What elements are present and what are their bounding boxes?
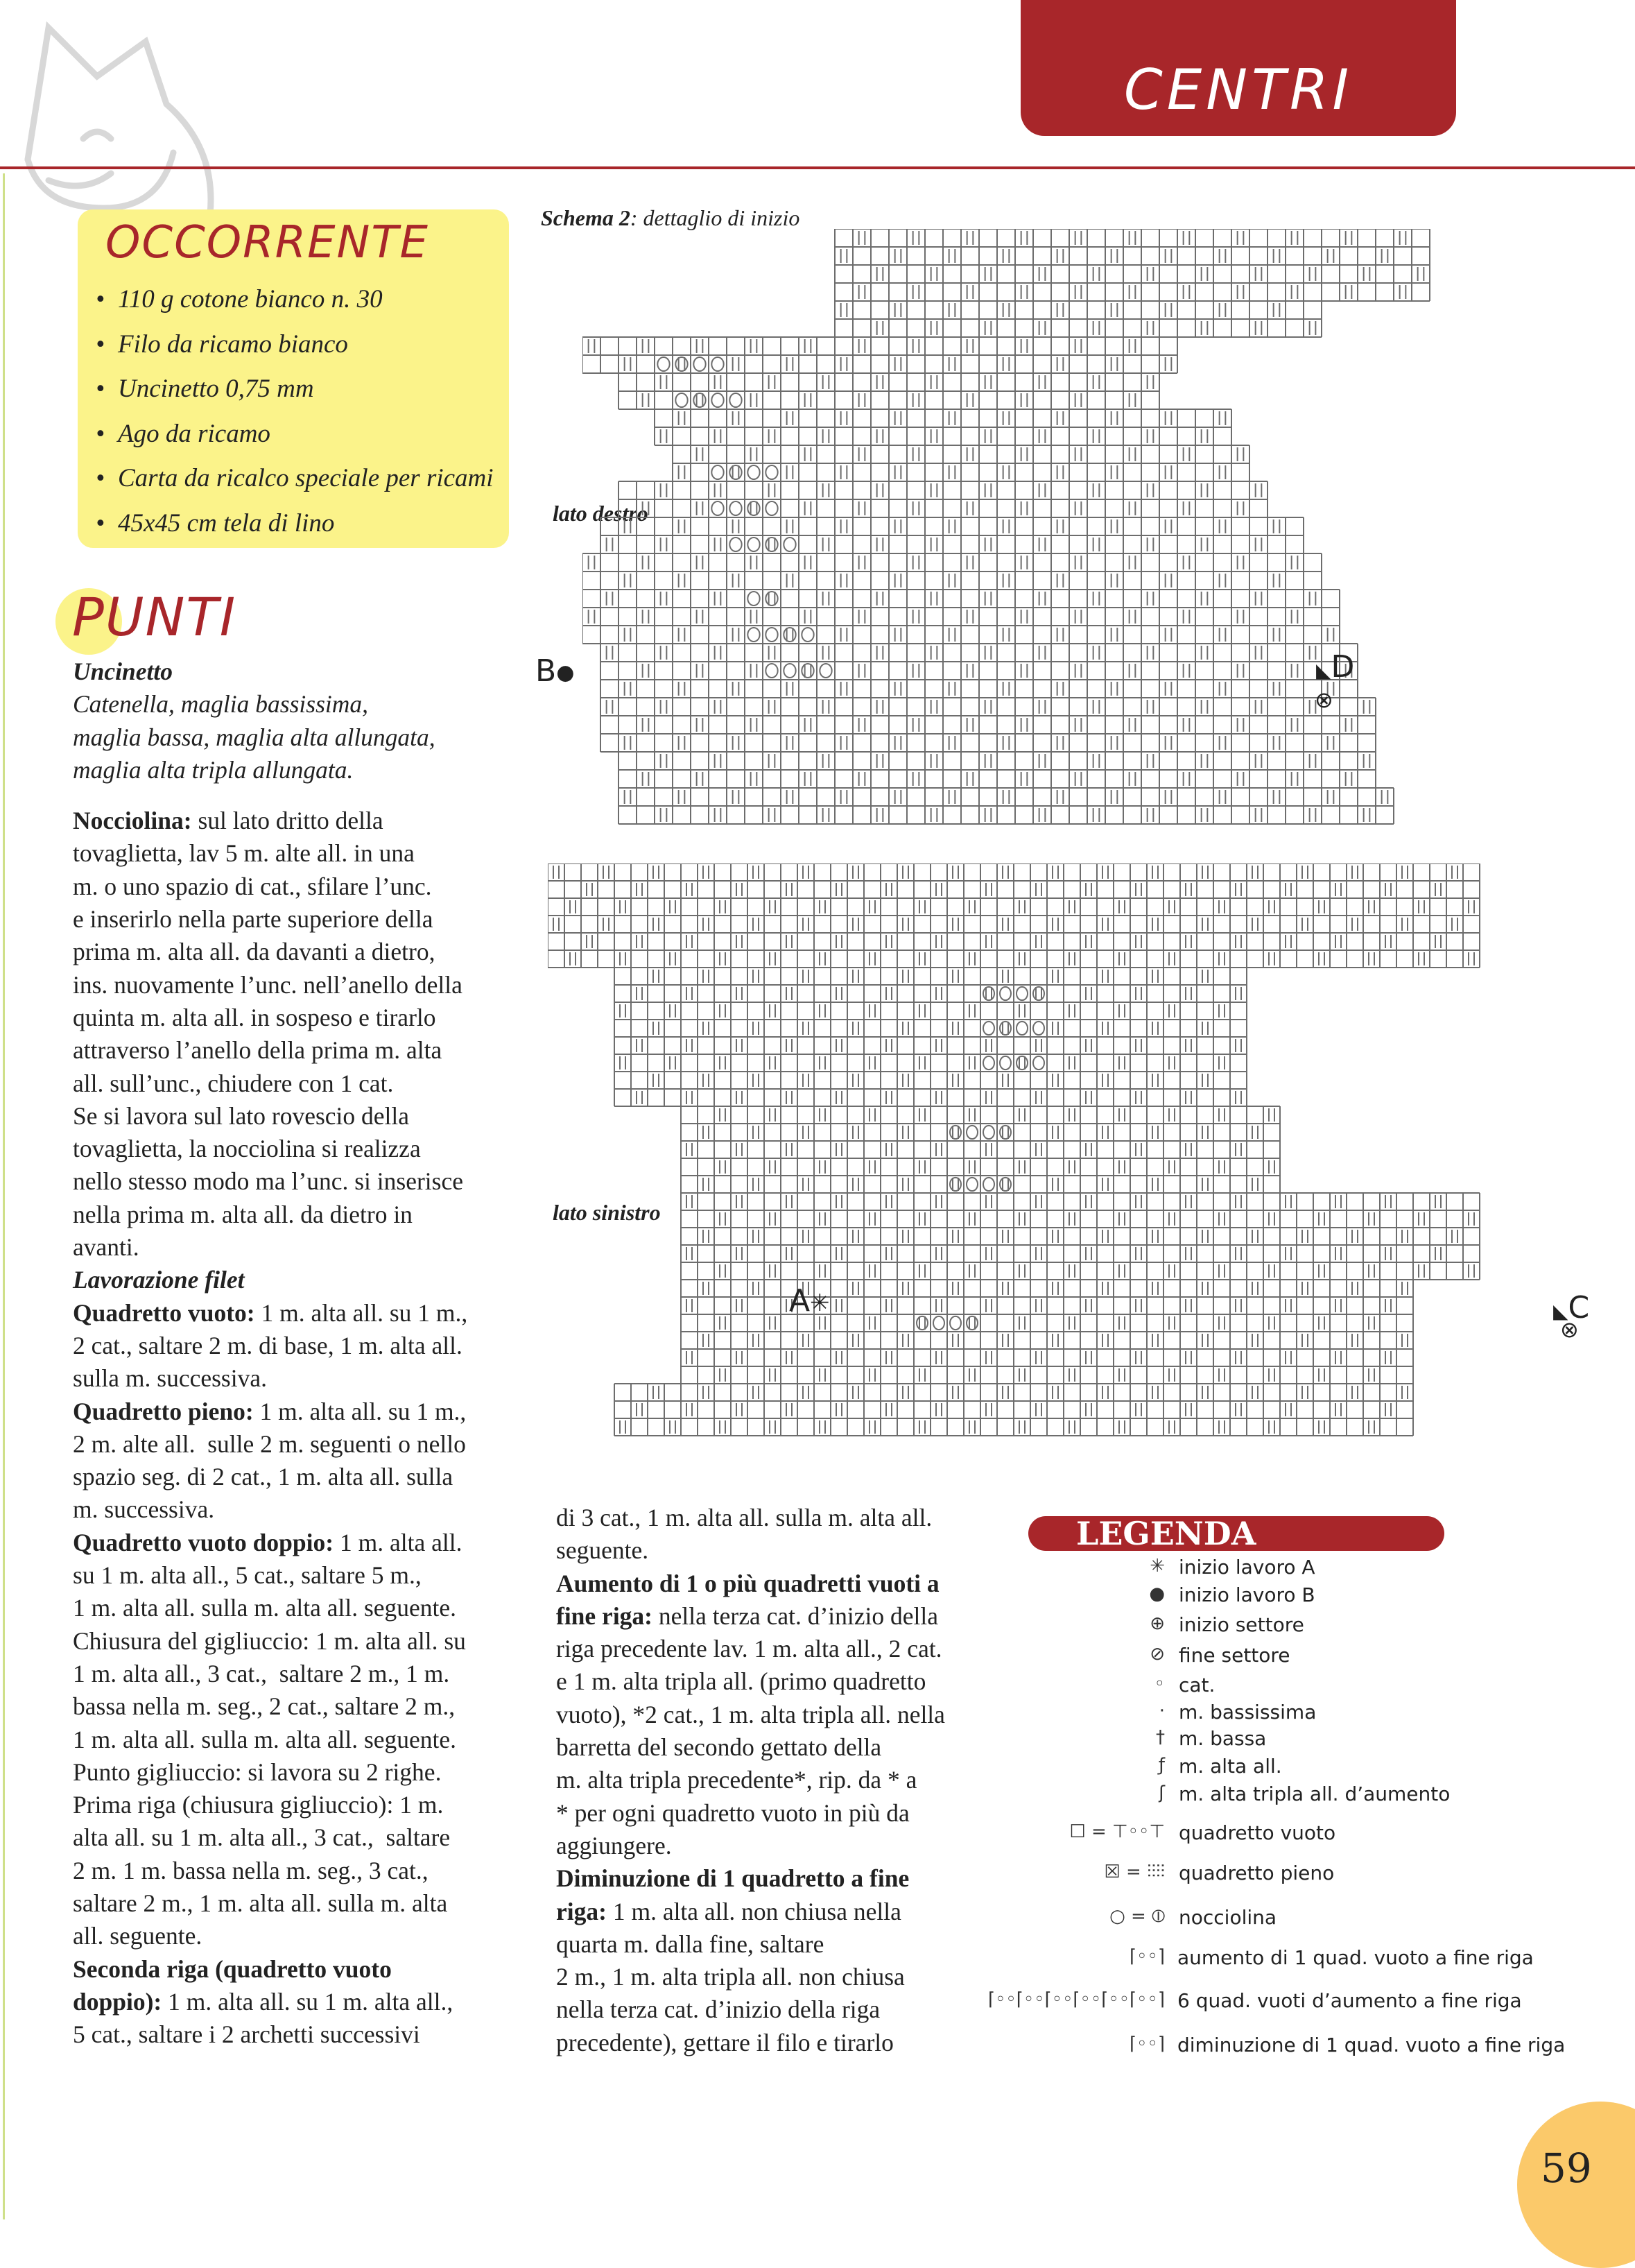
instruction-line (556, 1797, 1007, 1830)
instruction-term: Quadretto pieno: (73, 1397, 254, 1425)
instruction-text: all. seguente. (73, 1922, 202, 1950)
left-margin-rule (3, 173, 5, 2219)
instruction-term: Quadretto vuoto doppio: (73, 1528, 334, 1556)
legend-label: inizio lavoro A (1179, 1556, 1315, 1579)
legend-label: m. bassissima (1179, 1701, 1317, 1724)
instruction-line (556, 1928, 1007, 1961)
stitches-title: PUNTI (72, 586, 237, 648)
instruction-line (73, 1067, 517, 1100)
instruction-line (556, 1862, 1007, 1895)
instruction-text: 1 m. alta all. su 1 m. alta all., (162, 1987, 453, 2016)
instruction-line (556, 1731, 1007, 1764)
instruction-text: avanti. (73, 1233, 139, 1262)
page-number: 59 (1541, 2145, 1592, 2192)
instruction-term: Quadretto vuoto: (73, 1298, 255, 1327)
instruction-line (556, 1665, 1007, 1698)
instruction-text: nella terza cat. d’inizio della riga (556, 1995, 881, 2024)
instruction-text: ins. nuovamente l’unc. nell’anello della (73, 970, 462, 999)
instruction-line (556, 1502, 1007, 1534)
legend-label: diminuzione di 1 quad. vuoto a fine riga (1177, 2034, 1566, 2056)
instruction-line (556, 1993, 1007, 2026)
instructions-column-2 (556, 1502, 1007, 2059)
stitches-line: maglia alta tripla allungata. (73, 755, 354, 784)
legend-symbol-icon: ☐ = ⊤◦◦⊤ (1069, 1821, 1165, 1842)
instruction-text: tovaglietta, lav 5 m. alte all. in una (73, 839, 415, 868)
point-d-letter: D (1331, 649, 1355, 685)
instruction-text: sulla m. successiva. (73, 1364, 267, 1393)
legend-symbol-icon: ● (1149, 1583, 1165, 1604)
instruction-line (73, 936, 517, 968)
materials-item: • Carta da ricalco speciale per ricami (118, 456, 494, 501)
end-sector-icon: ⊗ (1315, 687, 1333, 713)
instruction-line (73, 1855, 517, 1887)
instruction-text: 1 m. alta all. (334, 1528, 462, 1556)
instruction-text: aggiungere. (556, 1831, 672, 1859)
instruction-text: sul lato dritto della (191, 807, 383, 835)
instruction-text: m. successiva. (73, 1495, 215, 1524)
instruction-line (73, 903, 517, 936)
arrow-icon: ◣ (1553, 1300, 1568, 1323)
instruction-text: precedente), gettare il filo e tirarlo (556, 2028, 894, 2056)
instruction-line (73, 1887, 517, 1920)
instruction-line (73, 1821, 517, 1854)
instruction-line (73, 1493, 517, 1526)
arrow-icon: ◣ (1316, 659, 1331, 682)
instruction-line (73, 1953, 517, 1986)
instruction-term: riga: (556, 1897, 607, 1925)
instruction-line (556, 1699, 1007, 1731)
schema-caption (541, 205, 799, 231)
crochet-chart-left (548, 864, 1546, 1474)
instruction-text: 1 m. alta all. su 1 m., (254, 1298, 468, 1327)
instructions-text-1 (73, 805, 517, 2051)
instruction-text: Punto gigliuccio: si lavora su 2 righe. (73, 1758, 442, 1786)
label-right-side: lato destro (553, 501, 648, 526)
instruction-text: tovaglietta, la nocciolina si realizza (73, 1135, 421, 1163)
instruction-text: 5 cat., saltare i 2 archetti successivi (73, 2020, 420, 2049)
legend-label: m. bassa (1179, 1727, 1267, 1750)
instruction-text: quinta m. alta all. in sospeso e tirarlo (73, 1003, 436, 1031)
legend-symbol-icon: ⌈◦◦⌈◦◦⌈◦◦⌈◦◦⌈◦◦⌈◦◦⌉ (987, 1989, 1165, 2010)
materials-item: • Uncinetto 0,75 mm (118, 367, 494, 412)
instruction-line (73, 1986, 517, 2018)
legend-symbol-icon: ƒ (1158, 1755, 1165, 1776)
instruction-line (73, 1330, 517, 1362)
point-a-label (789, 1283, 830, 1318)
instruction-text: 2 m. alte all. sulle 2 m. seguenti o nello (73, 1429, 466, 1458)
stitches-line: maglia bassa, maglia alta allungata, (73, 723, 435, 751)
legend-label: nocciolina (1179, 1906, 1277, 1929)
instruction-text: 2 m. 1 m. bassa nella m. seg., 3 cat., (73, 1856, 429, 1884)
instruction-line (73, 837, 517, 870)
materials-item: • 110 g cotone bianco n. 30 (118, 277, 494, 323)
instruction-text: bassa nella m. seg., 2 cat., saltare 2 m., (73, 1692, 456, 1721)
instruction-text: seguente. (556, 1536, 649, 1565)
instruction-line (73, 1362, 517, 1395)
instruction-term: doppio): (73, 1987, 162, 2016)
instruction-line (73, 1527, 517, 1559)
materials-item: • Ago da ricamo (118, 412, 494, 457)
instruction-line (73, 1461, 517, 1493)
instruction-line (556, 1896, 1007, 1928)
legend-symbol-icon: ⌈◦◦⌉ (1130, 1946, 1165, 1967)
legend-label: quadretto vuoto (1179, 1821, 1336, 1844)
instruction-text: nella prima m. alta all. da dietro in (73, 1200, 413, 1228)
instruction-text: * per ogni quadretto vuoto in più da (556, 1798, 910, 1827)
instruction-line (556, 1600, 1007, 1633)
instruction-text: all. sull’unc., chiudere con 1 cat. (73, 1069, 394, 1097)
end-sector-icon: ⊗ (1560, 1316, 1579, 1343)
legend-label: m. alta tripla all. d’aumento (1179, 1782, 1451, 1805)
stitches-tool: Uncinetto (73, 658, 173, 685)
instruction-line (556, 1830, 1007, 1862)
point-b-letter: B (535, 653, 557, 689)
header-rule (0, 166, 1635, 169)
instruction-line (73, 969, 517, 1002)
crochet-chart-right (582, 229, 1470, 853)
start-a-icon: ✳ (810, 1289, 830, 1317)
instruction-text: riga precedente lav. 1 m. alta all., 2 cat. (556, 1635, 942, 1663)
instruction-term: Nocciolina: (73, 807, 192, 835)
instruction-text: m. o uno spazio di cat., sfilare l’unc. (73, 872, 432, 900)
instruction-text: alta all. su 1 m. alta all., 3 cat., saltare (73, 1823, 451, 1852)
instruction-text: saltare 2 m., 1 m. alta all. sulla m. alta (73, 1889, 448, 1917)
instruction-line (73, 870, 517, 903)
legend-symbol-icon: ⌈◦◦⌉ (1130, 2034, 1165, 2054)
legend-symbol-icon: ⊕ (1150, 1613, 1165, 1634)
instruction-text: barretta del secondo gettato della (556, 1733, 882, 1762)
instruction-line (73, 1133, 517, 1165)
instructions-column-1 (73, 655, 517, 2051)
instruction-line (556, 1567, 1007, 1600)
instruction-line (73, 1690, 517, 1723)
instruction-line (73, 1756, 517, 1789)
schema-caption-bold: Schema 2 (541, 205, 630, 230)
legend-symbol-icon: † (1156, 1727, 1165, 1748)
stitches-list (73, 688, 517, 787)
instruction-line (73, 1034, 517, 1067)
legend-label: 6 quad. vuoti d’aumento a fine riga (1177, 1989, 1522, 2012)
instruction-line (73, 1428, 517, 1461)
instruction-text: 1 m. alta all. non chiusa nella (606, 1897, 901, 1925)
instruction-text: nella terza cat. d’inizio della (652, 1601, 938, 1630)
point-a-letter: A (789, 1283, 811, 1318)
instruction-line (73, 1002, 517, 1034)
point-b-label (535, 653, 574, 689)
instruction-line (73, 1592, 517, 1624)
materials-item: • Filo da ricamo bianco (118, 323, 494, 368)
instruction-line (73, 1559, 517, 1592)
instruction-line (73, 1100, 517, 1133)
instruction-text: 1 m. alta all. sulla m. alta all. seguente. (73, 1594, 457, 1622)
legend-label: quadretto pieno (1179, 1862, 1335, 1884)
instruction-line (73, 1165, 517, 1198)
instruction-line (73, 1264, 517, 1296)
instruction-line (73, 1625, 517, 1658)
instruction-line (73, 1231, 517, 1264)
schema-caption-rest: : dettaglio di inizio (630, 205, 800, 230)
instruction-text: Chiusura del gigliuccio: 1 m. alta all. su (73, 1626, 466, 1655)
instruction-line (556, 1534, 1007, 1567)
legend-label: fine settore (1179, 1644, 1290, 1667)
instruction-line (556, 1961, 1007, 1993)
instruction-text: Se si lavora sul lato rovescio della (73, 1101, 410, 1130)
instruction-text: Prima riga (chiusura gigliuccio): 1 m. (73, 1791, 444, 1819)
legend-symbol-icon: · (1159, 1701, 1165, 1721)
legend-label: aumento di 1 quad. vuoto a fine riga (1177, 1946, 1534, 1969)
instruction-text: 1 m. alta all. su 1 m., (253, 1397, 467, 1425)
start-b-icon: ● (556, 660, 575, 685)
instruction-text: nello stesso modo ma l’unc. si inserisce (73, 1167, 463, 1196)
instruction-term: fine riga: (556, 1601, 653, 1630)
stitches-line: Catenella, maglia bassissima, (73, 690, 369, 719)
instruction-line (73, 1658, 517, 1690)
point-c-letter: C (1568, 1290, 1590, 1325)
legend-label: m. alta all. (1179, 1755, 1282, 1778)
instruction-line (73, 1199, 517, 1231)
instruction-text: 2 m., 1 m. alta tripla all. non chiusa (556, 1963, 905, 1991)
instruction-line (556, 2027, 1007, 2059)
label-left-side: lato sinistro (553, 1200, 661, 1225)
instruction-term: Aumento di 1 o più quadretti vuoti a (556, 1569, 940, 1597)
instruction-line (73, 2018, 517, 2051)
instruction-text: attraverso l’anello della prima m. alta (73, 1036, 442, 1065)
instruction-line (73, 1724, 517, 1756)
materials-item: • 45x45 cm tela di lino (118, 501, 494, 547)
instruction-text: spazio seg. di 2 cat., 1 m. alta all. sulla (73, 1463, 453, 1491)
legend-symbol-icon: ☒ = ⫶⫶⫶⫶ (1104, 1862, 1165, 1882)
instruction-text: vuoto), *2 cat., 1 m. alta tripla all. nella (556, 1700, 945, 1728)
instruction-text: 1 m. alta all., 3 cat., saltare 2 m., 1 m. (73, 1659, 450, 1687)
instruction-term: Diminuzione di 1 quadretto a fine (556, 1864, 910, 1893)
instruction-line (73, 1920, 517, 1952)
instruction-subheading: Lavorazione filet (73, 1266, 245, 1294)
instruction-line (556, 1633, 1007, 1665)
legend-label: inizio lavoro B (1179, 1583, 1315, 1606)
instruction-text: 1 m. alta all. sulla m. alta all. seguente. (73, 1725, 457, 1753)
legend-symbol-icon: ʃ (1159, 1782, 1165, 1803)
point-d-label (1316, 649, 1354, 685)
materials-list (118, 277, 494, 546)
instruction-line (556, 1764, 1007, 1796)
instruction-text: di 3 cat., 1 m. alta all. sulla m. alta all. (556, 1504, 933, 1531)
instruction-text: e 1 m. alta tripla all. (primo quadretto (556, 1667, 926, 1696)
instruction-text: m. alta tripla precedente*, rip. da * a (556, 1766, 917, 1794)
legend-symbol-icon: ○ = ⦶ (1109, 1906, 1165, 1927)
legend-label: inizio settore (1179, 1613, 1304, 1636)
legend-title: LEGENDA (1076, 1515, 1256, 1552)
legend-symbol-icon: ✳ (1150, 1556, 1165, 1577)
instruction-text: su 1 m. alta all., 5 cat., saltare 5 m., (73, 1561, 422, 1590)
instruction-line (73, 1395, 517, 1428)
instruction-term: Seconda riga (quadretto vuoto (73, 1955, 392, 1983)
legend-label: cat. (1179, 1674, 1216, 1696)
instructions-text-2 (556, 1502, 1007, 2059)
section-title: CENTRI (1123, 58, 1353, 122)
instruction-line (73, 1297, 517, 1330)
instruction-line (73, 1789, 517, 1821)
instruction-text: 2 cat., saltare 2 m. di base, 1 m. alta all. (73, 1331, 462, 1359)
instruction-line (73, 805, 517, 837)
instruction-text: quarta m. dalla fine, saltare (556, 1930, 824, 1958)
legend-symbol-icon: ◦ (1154, 1674, 1165, 1694)
materials-title: OCCORRENTE (105, 217, 429, 268)
instruction-text: e inserirlo nella parte superiore della (73, 905, 433, 934)
legend-symbol-icon: ⊘ (1150, 1644, 1165, 1665)
instruction-text: prima m. alta all. da davanti a dietro, (73, 938, 435, 966)
